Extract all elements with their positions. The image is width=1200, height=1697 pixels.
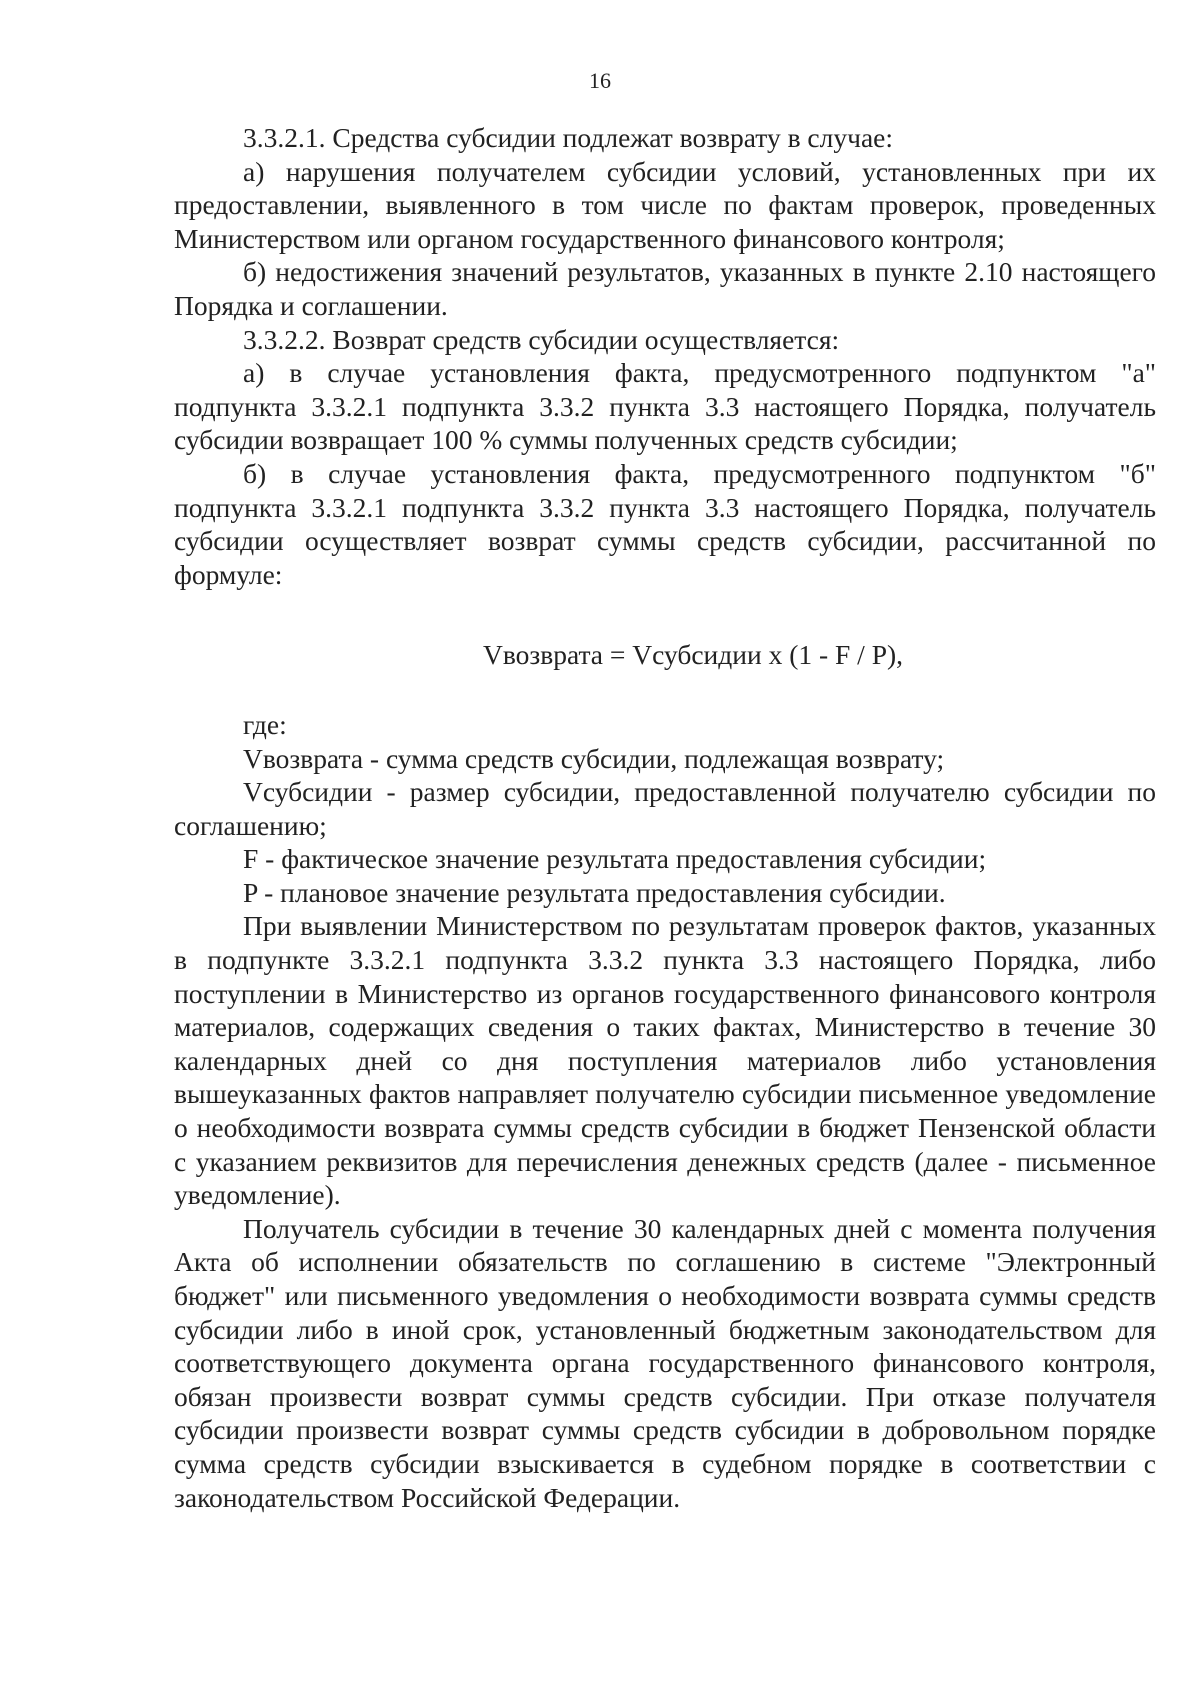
paragraph-item-b-results: б) недостижения значений результатов, указанных в пункте 2.10 настоящего Порядка и соглашении. [174, 256, 1156, 321]
paragraph-def-v-subsidy: Vсубсидии - размер субсидии, предоставленной получателю субсидии по соглашению; [174, 776, 1156, 841]
document-body [174, 121, 1156, 1514]
paragraph-return-case-b: б) в случае установления факта, предусмотренного подпунктом "б" подпункта 3.3.2.1 подпункта 3.3.2 пункта 3.3 настоящего Порядка, получатель субсидии осуществляет возврат суммы средств субсидии, рассчитанной по формуле: [174, 457, 1156, 590]
page-number: 16 [589, 68, 611, 93]
paragraph-ministry-notice: При выявлении Министерством по результатам проверок фактов, указанных в подпункте 3.3.2.1 подпункта 3.3.2 пункта 3.3 настоящего Порядка, либо поступлении в Министерство из органов государственного финансового контроля материалов, содержащих сведения о таких фактах, Министерство в течение 30 календарных дней со дня поступления материалов либо установления вышеуказанных фактов направляет получателю субсидии письменное уведомление о необходимости возврата суммы средств субсидии в бюджет Пензенской области с указанием реквизитов для перечисления денежных средств (далее - письменное уведомление). [174, 910, 1156, 1211]
paragraph-3-3-2-2-heading: 3.3.2.2. Возврат средств субсидии осуществляется: [243, 323, 840, 355]
paragraph-3-3-2-1-heading: 3.3.2.1. Средства субсидии подлежат возврату в случае: [243, 122, 893, 153]
paragraph-def-p: P - плановое значение результата предоставления субсидии. [243, 876, 946, 908]
paragraph-def-f: F - фактическое значение результата предоставления субсидии; [243, 843, 987, 875]
paragraph-recipient-return: Получатель субсидии в течение 30 календарных дней с момента получения Акта об исполнении обязательств по соглашению в системе "Электронный бюджет" или письменного уведомления о необходимости возврата суммы средств субсидии либо в иной срок, установленный бюджетным законодательством для соответствующего документа органа государственного финансового контроля, обязан произвести возврат суммы средств субсидии. При отказе получателя субсидии произвести возврат суммы средств субсидии в добровольном порядке сумма средств субсидии взыскивается в судебном порядке в соответствии с законодательством Российской Федерации. [174, 1212, 1156, 1513]
paragraph-item-a-violation: а) нарушения получателем субсидии условий, установленных при их предоставлении, выявленного в том числе по фактам проверок, проведенных Министерством или органом государственного финансового контроля; [174, 155, 1156, 254]
return-formula: Vвозврата = Vсубсидии x (1 - F / P), [482, 639, 904, 671]
paragraph-def-v-return: Vвозврата - сумма средств субсидии, подлежащая возврату; [243, 742, 945, 774]
paragraph-where: где: [243, 708, 287, 740]
paragraph-return-case-a: а) в случае установления факта, предусмотренного подпунктом "а" подпункта 3.3.2.1 подпункта 3.3.2 пункта 3.3 настоящего Порядка, получатель субсидии возвращает 100 % суммы полученных средств субсидии; [174, 357, 1156, 456]
